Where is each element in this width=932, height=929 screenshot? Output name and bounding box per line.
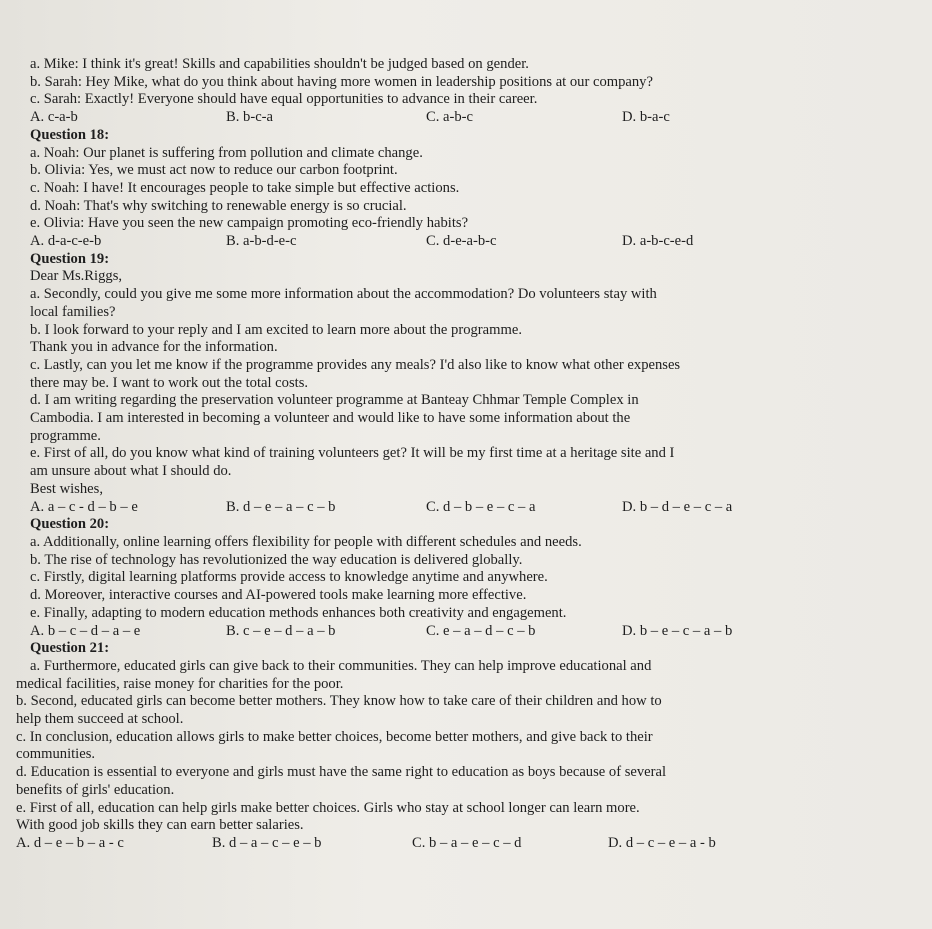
q19-option-d[interactable]: D. b – d – e – c – a bbox=[622, 498, 733, 515]
q20-item-d: d. Moreover, interactive courses and AI-powered tools make learning more effective. bbox=[30, 587, 527, 604]
q18-options bbox=[14, 233, 916, 251]
q19-item-b: b. I look forward to your reply and I am excited to learn more about the programme. bbox=[30, 321, 522, 338]
q21-item-c-line2: communities. bbox=[16, 746, 96, 763]
q21-option-c[interactable]: C. b – a – e – c – d bbox=[412, 834, 522, 851]
q19-option-c[interactable]: C. d – b – e – c – a bbox=[426, 498, 536, 515]
q21-item-e-line2: With good job skills they can earn better salaries. bbox=[16, 817, 304, 834]
q18-item-c: c. Noah: I have! It encourages people to take simple but effective actions. bbox=[30, 179, 460, 196]
q17-option-a[interactable]: A. c-a-b bbox=[30, 109, 78, 126]
q20-option-d[interactable]: D. b – e – c – a – b bbox=[622, 622, 733, 639]
q20-heading: Question 20: bbox=[30, 516, 110, 533]
q21-item-b-line1: b. Second, educated girls can become better mothers. They know how to take care of their children and how to bbox=[16, 693, 662, 710]
q19-item-d-line3: programme. bbox=[30, 427, 101, 444]
q20-options bbox=[14, 623, 916, 641]
q18-option-b[interactable]: B. a-b-d-e-c bbox=[226, 233, 297, 250]
q17-options bbox=[14, 109, 916, 127]
q21-item-b-line2: help them succeed at school. bbox=[16, 711, 184, 728]
q17-item-a: a. Mike: I think it's great! Skills and capabilities shouldn't be judged based on gender. bbox=[30, 56, 529, 72]
q17-item-b: b. Sarah: Hey Mike, what do you think about having more women in leadership positions at our company? bbox=[30, 73, 653, 90]
q17-option-c[interactable]: C. a-b-c bbox=[426, 109, 474, 126]
q21-option-b[interactable]: B. d – a – c – e – b bbox=[212, 834, 322, 851]
q18-item-d: d. Noah: That's why switching to renewable energy is so crucial. bbox=[30, 197, 407, 214]
q19-greeting: Dear Ms.Riggs, bbox=[30, 268, 123, 285]
q17-items bbox=[14, 56, 916, 109]
q19-option-a[interactable]: A. a – c - d – b – e bbox=[30, 498, 138, 515]
q20-option-b[interactable]: B. c – e – d – a – b bbox=[226, 622, 336, 639]
q18-option-c[interactable]: C. d-e-a-b-c bbox=[426, 233, 497, 250]
q17-item-c: c. Sarah: Exactly! Everyone should have equal opportunities to advance in their career. bbox=[30, 91, 538, 108]
q18-item-e: e. Olivia: Have you seen the new campaign promoting eco-friendly habits? bbox=[30, 215, 469, 232]
q21-option-a[interactable]: A. d – e – b – a - c bbox=[16, 834, 124, 851]
q19-heading: Question 19: bbox=[30, 250, 110, 267]
q21-item-e-line1: e. First of all, education can help girls make better choices. Girls who stay at school longer can learn more. bbox=[16, 799, 640, 816]
q18-item-a: a. Noah: Our planet is suffering from pollution and climate change. bbox=[30, 144, 423, 161]
q19-item-a-line1: a. Secondly, could you give me some more information about the accommodation? Do volunteers stay with bbox=[30, 286, 657, 303]
q19-closing: Best wishes, bbox=[30, 480, 103, 497]
q20-items bbox=[14, 534, 916, 623]
q19-item-d-line2: Cambodia. I am interested in becoming a volunteer and would like to have some information about the bbox=[30, 410, 631, 427]
q21-item-c-line1: c. In conclusion, education allows girls to make better choices, become better mothers, and give back to their bbox=[16, 728, 653, 745]
q21-heading: Question 21: bbox=[30, 640, 110, 657]
q17-option-d[interactable]: D. b-a-c bbox=[622, 109, 670, 126]
q19-item-e-line2: am unsure about what I should do. bbox=[30, 463, 232, 480]
q21-options bbox=[16, 835, 916, 853]
q21-item-d-line2: benefits of girls' education. bbox=[16, 781, 175, 798]
q19-letter bbox=[14, 268, 916, 498]
q21-option-d[interactable]: D. d – c – e – a - b bbox=[608, 834, 716, 851]
q19-item-c-line1: c. Lastly, can you let me know if the programme provides any meals? I'd also like to know what other expenses bbox=[30, 356, 681, 373]
q18-item-b: b. Olivia: Yes, we must act now to reduce our carbon footprint. bbox=[30, 162, 398, 179]
q19-item-d-line1: d. I am writing regarding the preservation volunteer programme at Banteay Chhmar Temple Complex in bbox=[30, 392, 639, 409]
q21-items bbox=[14, 658, 916, 676]
q21-item-a-line2: medical facilities, raise money for charities for the poor. bbox=[16, 675, 344, 692]
q20-item-b: b. The rise of technology has revolutionized the way education is delivered globally. bbox=[30, 551, 523, 568]
q20-item-e: e. Finally, adapting to modern education methods enhances both creativity and engagement. bbox=[30, 604, 567, 621]
q18-option-d[interactable]: D. a-b-c-e-d bbox=[622, 233, 694, 250]
q19-option-b[interactable]: B. d – e – a – c – b bbox=[226, 498, 336, 515]
q21-items-continued bbox=[16, 676, 916, 835]
q21-item-d-line1: d. Education is essential to everyone and girls must have the same right to education as boys because of several bbox=[16, 764, 667, 781]
q18-items bbox=[14, 145, 916, 234]
q19-options bbox=[14, 499, 916, 517]
q20-option-c[interactable]: C. e – a – d – c – b bbox=[426, 622, 536, 639]
q19-item-c-line2: there may be. I want to work out the total costs. bbox=[30, 374, 309, 391]
q20-option-a[interactable]: A. b – c – d – a – e bbox=[30, 622, 141, 639]
q20-item-c: c. Firstly, digital learning platforms provide access to knowledge anytime and anywhere. bbox=[30, 569, 548, 586]
q19-item-e-line1: e. First of all, do you know what kind of training volunteers get? It will be my first time at a heritage site and I bbox=[30, 445, 675, 462]
q18-heading: Question 18: bbox=[30, 126, 110, 143]
q18-option-a[interactable]: A. d-a-c-e-b bbox=[30, 233, 102, 250]
q19-item-a-line2: local families? bbox=[30, 303, 116, 320]
q20-item-a: a. Additionally, online learning offers flexibility for people with different schedules and needs. bbox=[30, 533, 582, 550]
q21-item-a-line1: a. Furthermore, educated girls can give back to their communities. They can help improve educational and bbox=[30, 657, 652, 674]
q19-thanks: Thank you in advance for the information. bbox=[30, 339, 278, 356]
q17-option-b[interactable]: B. b-c-a bbox=[226, 109, 274, 126]
